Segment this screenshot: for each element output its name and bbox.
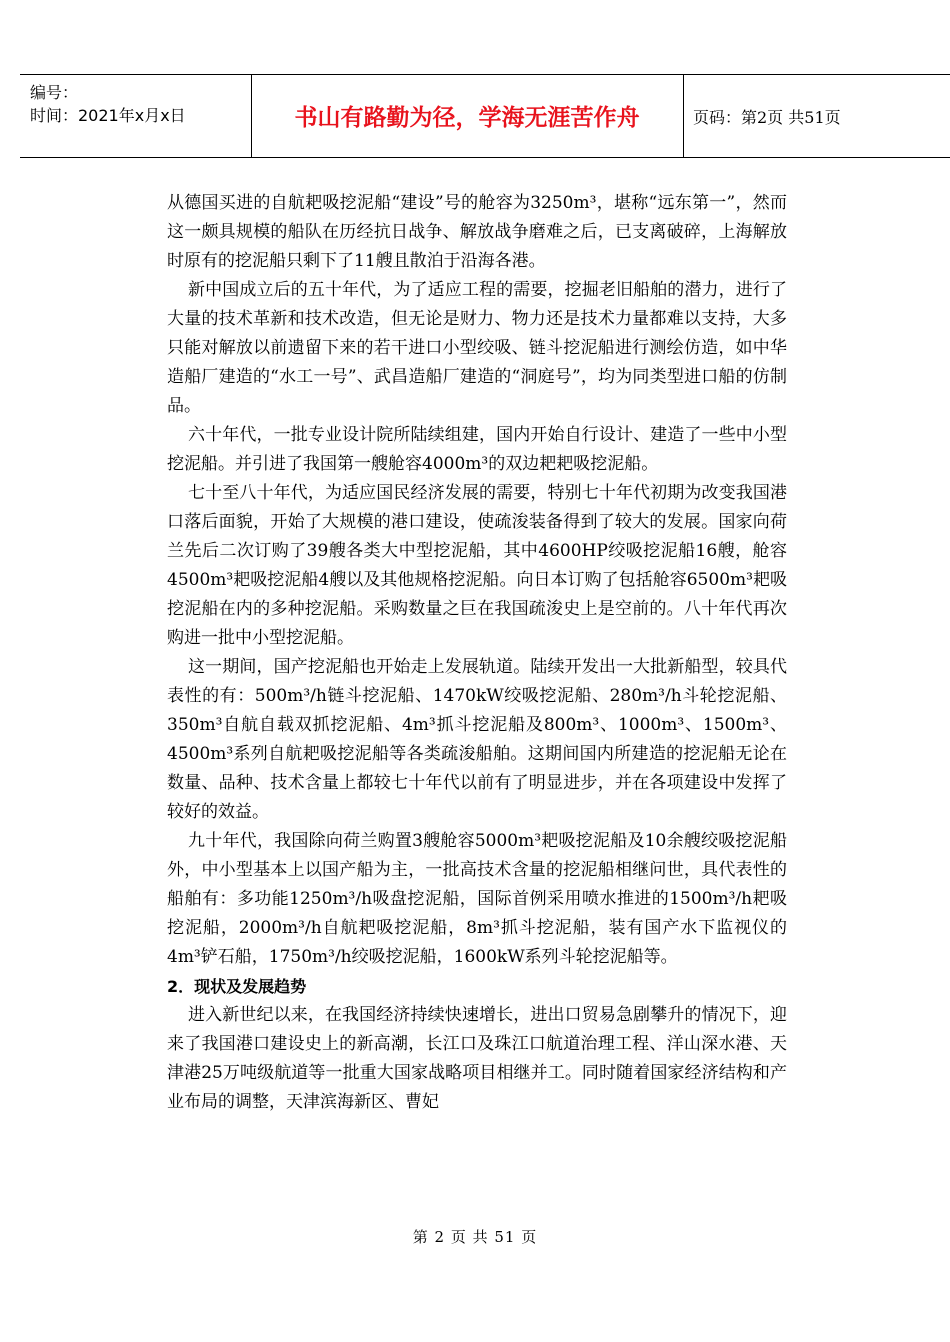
header-meta-cell xyxy=(20,75,252,157)
paragraph-7: 进入新世纪以来，在我国经济持续快速增长，进出口贸易急剧攀升的情况下，迎来了我国港口建设史上的新高潮，长江口及珠江口航道治理工程、洋山深水港、天津港25万吨级航道等一批重大国家战略项目相继并工。同时随着国家经济结构和产业布局的调整，天津滨海新区、曹妃 xyxy=(167,1005,787,1112)
header-page-info: 页码：第2页 共51页 xyxy=(693,108,841,127)
paragraph-6: 九十年代，我国除向荷兰购置3艘舱容5000m³耙吸挖泥船及10余艘绞吸挖泥船外，中小型基本上以国产船为主，一批高技术含量的挖泥船相继问世，具代表性的船舶有：多功能1250m³/h吸盘挖泥船，国际首例采用喷水推进的1500m³/h耙吸挖泥船，2000m³/h自航耙吸挖泥船，8m³抓斗挖泥船，装有国产水下监视仪的4m³铲石船，1750m³/h绞吸挖泥船，1600kW系列斗轮挖泥船等。 xyxy=(167,831,787,967)
header-motto-cell xyxy=(251,75,684,157)
page-footer: 第 2 页 共 51 页 xyxy=(412,1228,538,1246)
section-heading: 2．现状及发展趋势 xyxy=(167,977,307,996)
paragraph-3: 六十年代，一批专业设计院所陆续组建，国内开始自行设计、建造了一些中小型挖泥船。并引进了我国第一艘舱容4000m³的双边耙耙吸挖泥船。 xyxy=(167,425,787,474)
paragraph-1: 从德国买进的自航耙吸挖泥船“建设”号的舱容为3250m³，堪称“远东第一”，然而这一颇具规模的船队在历经抗日战争、解放战争磨难之后，已支离破碎，上海解放时原有的挖泥船只剩下了11艘且散泊于沿海各港。 xyxy=(167,193,787,271)
header-motto: 书山有路勤为径，学海无涯苦作舟 xyxy=(294,105,640,131)
header-page-cell xyxy=(683,75,950,157)
paragraph-5: 这一期间，国产挖泥船也开始走上发展轨道。陆续开发出一大批新船型，较具代表性的有：500m³/h链斗挖泥船、1470kW绞吸挖泥船、280m³/h斗轮挖泥船、350m³自航自载双抓挖泥船、4m³抓斗挖泥船及800m³、1000m³、1500m³、4500m³系列自航耙吸挖泥船等各类疏浚船舶。这期间国内所建造的挖泥船无论在数量、品种、技术含量上都较七十年代以前有了明显进步，并在各项建设中发挥了较好的效益。 xyxy=(167,657,787,822)
document-time-label: 时间：2021年x月x日 xyxy=(30,106,186,125)
document-number-label: 编号： xyxy=(30,83,79,102)
document-header xyxy=(20,74,950,158)
paragraph-4: 七十至八十年代，为适应国民经济发展的需要，特别七十年代初期为改变我国港口落后面貌，开始了大规模的港口建设，使疏浚装备得到了较大的发展。国家向荷兰先后二次订购了39艘各类大中型挖泥船，其中4600HP绞吸挖泥船16艘，舱容4500m³耙吸挖泥船4艘以及其他规格挖泥船。向日本订购了包括舱容6500m³耙吸挖泥船在内的多种挖泥船。采购数量之巨在我国疏浚史上是空前的。八十年代再次购进一批中小型挖泥船。 xyxy=(167,483,787,648)
document-body xyxy=(167,189,787,1117)
paragraph-2: 新中国成立后的五十年代，为了适应工程的需要，挖掘老旧船舶的潜力，进行了大量的技术革新和技术改造，但无论是财力、物力还是技术力量都难以支持，大多只能对解放以前遗留下来的若干进口小型绞吸、链斗挖泥船进行测绘仿造，如中华造船厂建造的“水工一号”、武昌造船厂建造的“洞庭号”，均为同类型进口船的仿制品。 xyxy=(167,280,787,416)
